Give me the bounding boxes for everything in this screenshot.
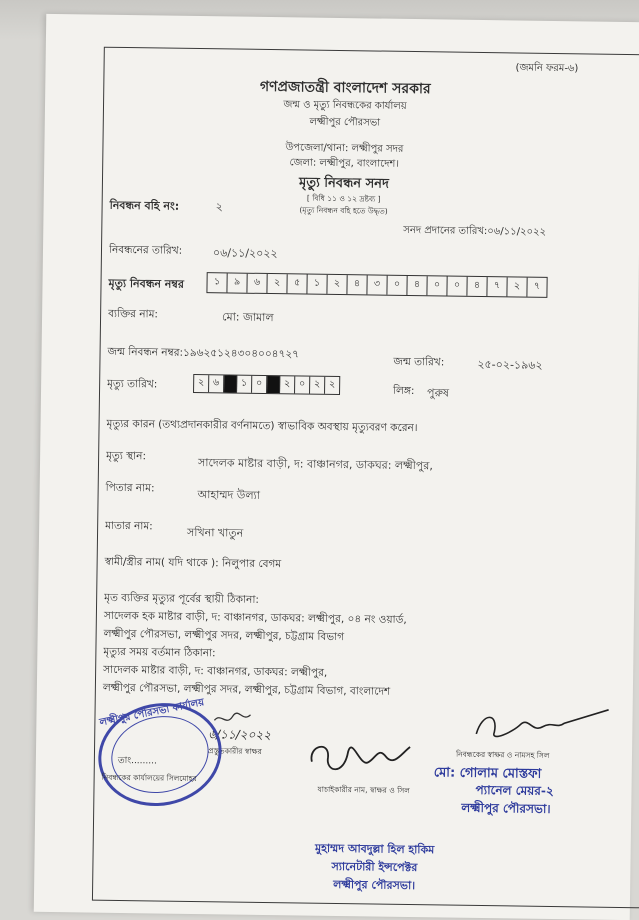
death-reg-digit: ৩ — [367, 275, 387, 294]
verifier-signature — [306, 732, 417, 786]
present-address-line1: সাদেলক মাষ্টার বাড়ী, দ: বাঞ্চানগর, ডাকঘর: লক্ষ্মীপুর, — [103, 663, 328, 679]
death-date-digit: ২ — [280, 376, 295, 393]
preparer-date: ৬/১১/২০২২ — [208, 727, 272, 743]
death-reg-digit: ৪ — [407, 276, 427, 295]
preparer-label: প্রস্তুতকারীর স্বাক্ষর — [207, 746, 262, 756]
document-title: মৃত্যু নিবন্ধন সনদ — [298, 175, 389, 192]
death-reg-digit: ২ — [327, 275, 347, 294]
permanent-address-label: মৃত ব্যক্তির মৃত্যুর পূর্বের স্থায়ী ঠিকানা: — [104, 591, 260, 606]
death-place-value: সাদেলক মাষ্টার বাড়ী, দ: বাঞ্চানগর, ডাকঘর: লক্ষ্মীপুর, — [197, 456, 433, 473]
sex-label: লিঙ্গ: — [392, 384, 415, 398]
death-reg-digit: ১ — [207, 273, 227, 292]
death-reg-digit: ২ — [267, 274, 287, 293]
death-date-grid — [193, 374, 340, 395]
form-number: (জমনি ফরম-৬) — [515, 62, 579, 75]
dob-label: জন্ম তারিখ: — [393, 355, 445, 369]
death-date-digit: ০ — [252, 376, 267, 393]
death-date-digit: ১ — [237, 376, 252, 393]
extract-note: (মৃত্যু নিবন্ধন বহি হতে উদ্ধৃত) — [299, 205, 388, 216]
inspector-name-stamp: মুহাম্মদ আবদুল্লা হিল হাকিম — [314, 841, 435, 857]
death-date-digit: ২ — [194, 375, 209, 392]
death-date-digit: ০ — [295, 376, 310, 393]
registrar-office-seal-label: নিবন্ধকের কার্যালয়ের সিলমোহর — [101, 772, 197, 784]
death-reg-digit: ৪ — [347, 275, 367, 294]
death-reg-digit: ১ — [307, 275, 327, 294]
rule-reference: [ বিধি ১১ ও ১২ দ্রষ্টব্য ] — [306, 193, 381, 204]
death-reg-digit: ২ — [507, 277, 527, 296]
birth-reg-number: জন্ম নিবন্ধন নম্বর:১৯৬২৫১২৪৩০৪০০৪৭২৭ — [107, 345, 300, 361]
death-date-separator — [224, 375, 237, 392]
inspector-org-stamp: লক্ষ্মীপুর পৌরসভা। — [333, 877, 416, 893]
death-date-digit: ২ — [328, 378, 336, 390]
sex-value: পুরুষ — [426, 386, 450, 400]
death-reg-digit: ০ — [427, 276, 447, 295]
death-reg-digit: ৭ — [487, 277, 507, 296]
registration-date-label: নিবন্ধনের তারিখ: — [108, 243, 183, 257]
district-line: জেলা: লক্ষ্মীপুর, বাংলাদেশ। — [289, 157, 400, 170]
round-seal-text: লক্ষ্মীপুর পৌরসভা কার্যালয় — [98, 697, 206, 729]
municipality-heading: লক্ষ্মীপুর পৌরসভা — [309, 116, 381, 129]
issue-date: সনদ প্রদানের তারিখ:০৬/১১/২০২২ — [403, 224, 547, 238]
mother-name-label: মাতার নাম: — [105, 519, 153, 533]
present-address-line2: লক্ষ্মীপুর পৌরসভা, লক্ষ্মীপুর সদর, লক্ষ্মীপুর, চট্টগ্রাম বিভাগ, বাংলাদেশ — [102, 681, 391, 698]
mayor-org-stamp: লক্ষ্মীপুর পৌরসভা। — [461, 800, 551, 817]
death-reg-digit: ০ — [447, 277, 467, 296]
death-reg-digit: ০ — [387, 276, 407, 295]
permanent-address-line2: লক্ষ্মীপুর পৌরসভা, লক্ষ্মীপুর সদর, লক্ষ্মীপুর, চট্টগ্রাম বিভাগ — [103, 627, 345, 644]
mother-name-value: সখিনা খাতুন — [186, 525, 244, 540]
death-reg-digit: ৯ — [227, 273, 247, 292]
father-name-label: পিতার নাম: — [105, 481, 155, 495]
death-date-digit: ৬ — [209, 375, 224, 392]
death-reg-number-label: মৃত্যু নিবন্ধন নম্বর — [108, 276, 185, 291]
office-heading: জন্ম ও মৃত্যু নিবন্ধকের কার্যালয় — [283, 99, 407, 112]
inspector-title-stamp: স্যানেটারী ইন্সপেক্টর — [331, 859, 418, 875]
registrar-label: নিবন্ধকের স্বাক্ষর ও নামসহ সিল — [455, 749, 550, 760]
registrar-signature — [472, 702, 613, 748]
death-reg-digit: ৬ — [247, 274, 267, 293]
permanent-address-line1: সাদেলক হক মাষ্টার বাড়ী, দ: বাঞ্চানগর, ডাকঘর: লক্ষ্মীপুর, ০৪ নং ওয়ার্ড, — [103, 609, 407, 626]
present-address-label: মৃত্যুর সময় বর্তমান ঠিকানা: — [103, 645, 216, 660]
verifier-label: যাচাইকারীর নাম, স্বাক্ষর ও সিল — [317, 784, 410, 796]
spouse-name: স্বামী/স্ত্রীর নাম( যদি থাকে ): নিলুপার বেগম — [104, 555, 282, 571]
dob-value: ২৫-০২-১৯৬২ — [477, 357, 543, 372]
mayor-title-stamp: প্যানেল মেয়র-২ — [475, 782, 554, 799]
government-heading: গণপ্রজাতন্ত্রী বাংলাদেশ সরকার — [259, 78, 431, 98]
death-date-separator — [267, 376, 280, 393]
death-reg-digit: ৪ — [467, 277, 487, 296]
book-number-label: নিবন্ধন বহি নং: — [109, 198, 180, 213]
father-name-value: আহাম্মদ উল্যা — [197, 488, 261, 502]
date-prefix: তাং......... — [117, 755, 157, 767]
death-place-label: মৃত্যু স্থান: — [106, 449, 147, 463]
person-name-value: মো: জামাল — [221, 310, 274, 325]
registration-date-value: ০৬/১১/২০২২ — [212, 246, 278, 261]
person-name-label: ব্যক্তির নাম: — [108, 307, 159, 321]
certificate-page — [34, 14, 639, 920]
book-number-value: ২ — [215, 200, 223, 214]
death-date-label: মৃত্যু তারিখ: — [107, 377, 158, 391]
death-reg-digit: ৭ — [533, 280, 541, 292]
death-date-digit: ২ — [310, 377, 325, 394]
upazila-line: উপজেলা/থানা: লক্ষ্মীপুর সদর — [285, 142, 404, 155]
death-cause: মৃত্যুর কারন (তথ্যপ্রদানকারীর বর্ণনামতে) স্বাভাবিক অবস্থায় মৃত্যুবরণ করেন। — [106, 417, 418, 435]
mayor-name-stamp: মো: গোলাম মোস্তফা — [433, 765, 542, 782]
death-reg-digit: ৫ — [287, 274, 307, 293]
